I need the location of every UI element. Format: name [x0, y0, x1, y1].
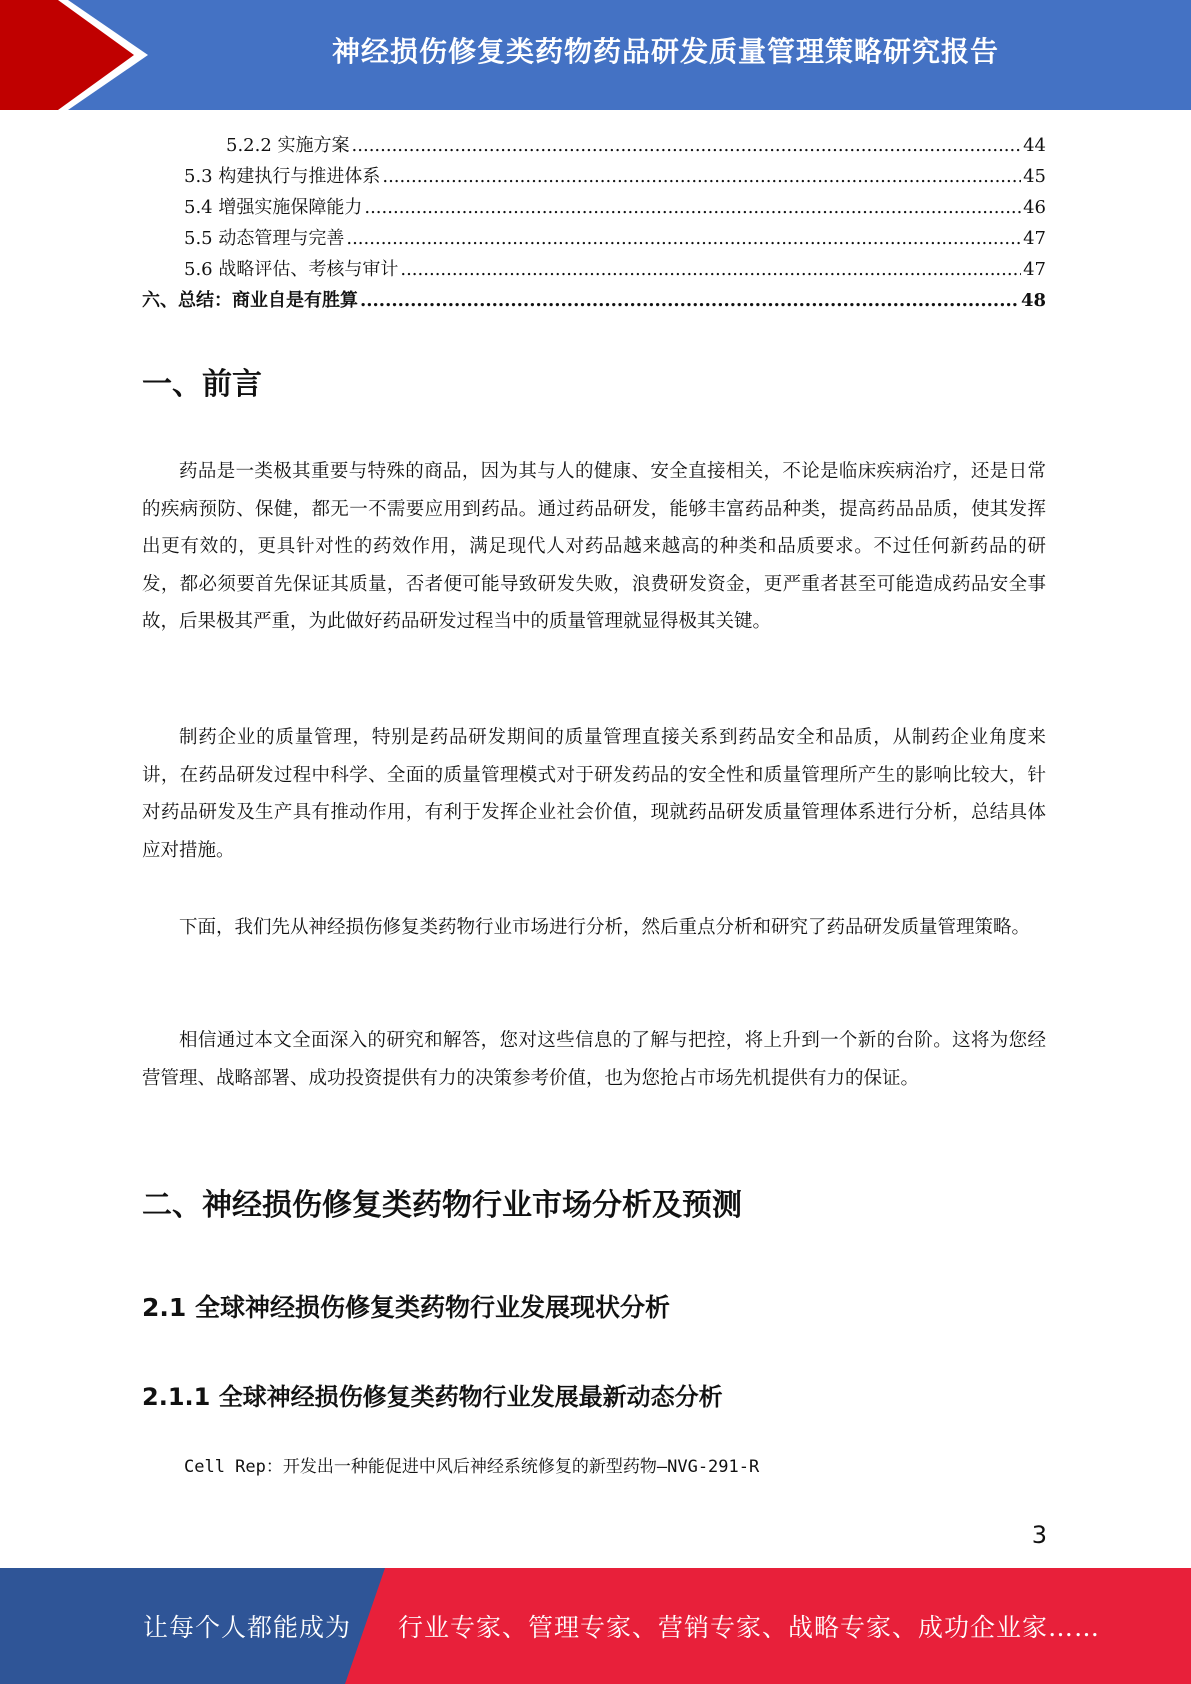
toc-item[interactable]: [142, 130, 1046, 161]
toc-item-page: 46: [1023, 197, 1046, 218]
toc-item[interactable]: [142, 161, 1046, 192]
page-number: 3: [1031, 1521, 1047, 1549]
subsection-heading: 2.1 全球神经损伤修复类药物行业发展现状分析: [142, 1293, 670, 1322]
toc-leader-dots: [346, 223, 1021, 254]
paragraph: 制药企业的质量管理，特别是药品研发期间的质量管理直接关系到药品安全和品质，从制药企业角度来讲，在药品研发过程中科学、全面的质量管理模式对于研发药品的安全性和质量管理所产生的影响比较大，针对药品研发及生产具有推动作用，有利于发挥企业社会价值，现就药品研发质量管理体系进行分析，总结具体应对措施。: [142, 727, 1046, 861]
toc-leader-dots: [352, 130, 1022, 161]
subsubsection-heading: 2.1.1 全球神经损伤修复类药物行业发展最新动态分析: [142, 1383, 723, 1411]
paragraph: 相信通过本文全面深入的研究和解答，您对这些信息的了解与把控，将上升到一个新的台阶。这将为您经营管理、战略部署、成功投资提供有力的决策参考价值，也为您抢占市场先机提供有力的保证。: [142, 1030, 1046, 1089]
paragraph: 药品是一类极其重要与特殊的商品，因为其与人的健康、安全直接相关，不论是临床疾病治疗，还是日常的疾病预防、保健，都无一不需要应用到药品。通过药品研发，能够丰富药品种类，提高药品品质，使其发挥出更有效的，更具针对性的药效作用，满足现代人对药品越来越高的种类和品质要求。不过任何新药品的研发，都必须要首先保证其质量，否者便可能导致研发失败，浪费研发资金，更严重者甚至可能造成药品安全事故，后果极其严重，为此做好药品研发过程当中的质量管理就显得极其关键。: [142, 461, 1046, 632]
toc-item-label: 5.5 动态管理与完善: [184, 228, 345, 249]
page-header: [0, 0, 1191, 110]
toc-item-label: 5.3 构建执行与推进体系: [184, 166, 381, 187]
toc-leader-dots: [382, 161, 1021, 192]
toc-item-page: 48: [1020, 290, 1046, 311]
toc-item-page: 44: [1023, 135, 1046, 156]
toc-leader-dots: [400, 254, 1021, 285]
footer-slogan-right: 行业专家、管理专家、营销专家、战略专家、成功企业家……: [398, 1613, 1101, 1642]
toc-item-label: 5.6 战略评估、考核与审计: [184, 259, 399, 280]
section-heading-preface: 一、前言: [142, 367, 262, 402]
toc-item-page: 47: [1023, 228, 1046, 249]
table-of-contents: [142, 130, 1046, 316]
toc-item[interactable]: [142, 192, 1046, 223]
page-footer: [0, 1568, 1191, 1684]
toc-item-page: 45: [1023, 166, 1046, 187]
toc-item[interactable]: [142, 223, 1046, 254]
section-heading-market-analysis: 二、神经损伤修复类药物行业市场分析及预测: [142, 1188, 742, 1223]
toc-item-label: 5.2.2 实施方案: [226, 135, 350, 156]
toc-leader-dots: [364, 192, 1021, 223]
toc-item-page: 47: [1023, 259, 1046, 280]
article-title-line: Cell Rep：开发出一种能促进中风后神经系统修复的新型药物—NVG-291-R: [184, 1457, 760, 1477]
document-body: [142, 130, 1046, 1477]
toc-item-label: 5.4 增强实施保障能力: [184, 197, 363, 218]
toc-item[interactable]: [142, 285, 1046, 316]
paragraph: 下面，我们先从神经损伤修复类药物行业市场进行分析，然后重点分析和研究了药品研发质量管理策略。: [179, 917, 1031, 938]
header-arrow-decoration: [0, 0, 160, 110]
toc-leader-dots: [360, 285, 1019, 316]
header-title: 神经损伤修复类药物药品研发质量管理策略研究报告: [331, 35, 999, 68]
toc-item-label: 六、总结：商业自是有胜算: [142, 290, 358, 311]
toc-item[interactable]: [142, 254, 1046, 285]
footer-slogan-left: 让每个人都能成为: [143, 1613, 352, 1642]
